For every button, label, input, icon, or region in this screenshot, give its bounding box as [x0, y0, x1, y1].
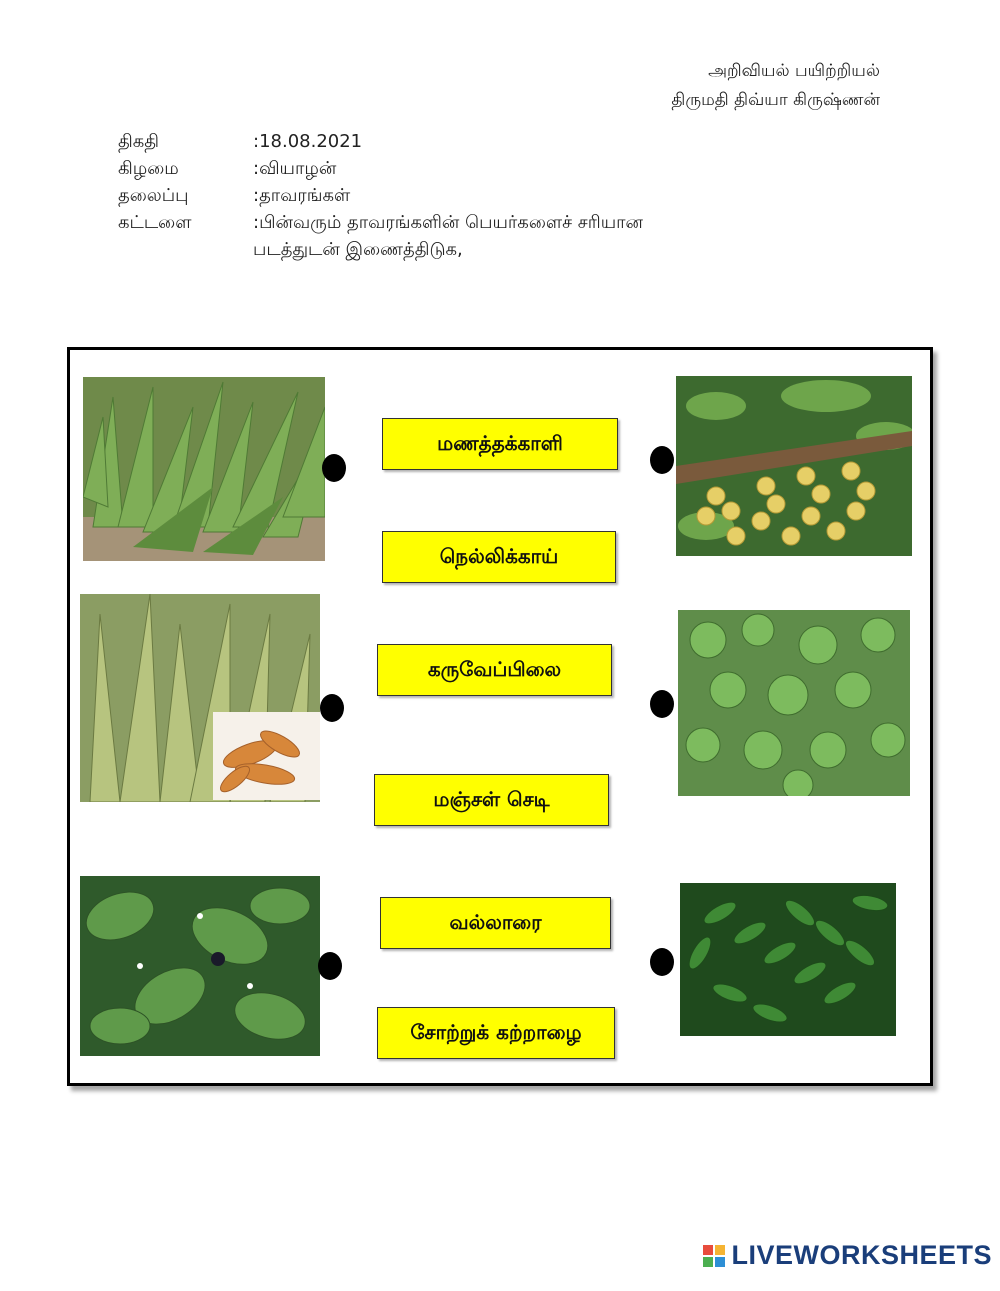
gooseberry-image	[676, 376, 912, 556]
left-connector-dot-3[interactable]	[318, 952, 342, 980]
plant-label-2[interactable]	[382, 531, 616, 583]
turmeric-image	[80, 594, 320, 802]
instruction-line-1: :பின்வரும் தாவரங்களின் பெயர்களைச் சரியான	[253, 212, 643, 233]
logo-mark-icon	[703, 1245, 725, 1267]
right-connector-dot-2[interactable]	[650, 690, 674, 718]
topic-label: தலைப்பு	[118, 185, 189, 206]
worksheet-meta	[118, 128, 643, 263]
plant-label-1[interactable]	[382, 418, 618, 470]
teacher-name: திருமதி திவ்யா கிருஷ்ணன்	[671, 90, 880, 110]
plant-label-4-text: மஞ்சள் செடி	[433, 786, 550, 811]
date-value: :18.08.2021	[253, 131, 363, 152]
plant-label-6-text: சோற்றுக் கற்றாழை	[410, 1019, 582, 1044]
plant-label-6[interactable]	[377, 1007, 615, 1059]
plant-label-5[interactable]	[380, 897, 611, 949]
header-block	[671, 57, 880, 115]
subject-title: அறிவியல் பயிற்றியல்	[708, 61, 880, 81]
right-connector-dot-1[interactable]	[650, 446, 674, 474]
topic-value: :தாவரங்கள்	[253, 185, 351, 206]
logo-text: LIVEWORKSHEETS	[731, 1240, 992, 1270]
instruction-label: கட்டளை	[118, 212, 192, 233]
plant-label-4[interactable]	[374, 774, 609, 826]
plant-label-3[interactable]	[377, 644, 612, 696]
date-label: திகதி	[118, 131, 160, 152]
centella-image	[678, 610, 910, 796]
day-value: :வியாழன்	[253, 158, 337, 179]
liveworksheets-logo	[703, 1240, 992, 1271]
curry-leaf-image	[680, 883, 896, 1036]
plant-label-3-text: கருவேப்பிலை	[427, 656, 562, 681]
matching-frame	[67, 347, 933, 1086]
day-label: கிழமை	[118, 158, 179, 179]
left-connector-dot-1[interactable]	[322, 454, 346, 482]
plant-label-1-text: மணத்தக்காளி	[437, 430, 563, 455]
plant-label-5-text: வல்லாரை	[449, 909, 542, 934]
right-connector-dot-3[interactable]	[650, 948, 674, 976]
left-connector-dot-2[interactable]	[320, 694, 344, 722]
instruction-line-2: படத்துடன் இணைத்திடுக,	[253, 239, 463, 260]
plant-label-2-text: நெல்லிக்காய்	[439, 543, 559, 568]
aloe-vera-image	[83, 377, 325, 561]
black-nightshade-image	[80, 876, 320, 1056]
